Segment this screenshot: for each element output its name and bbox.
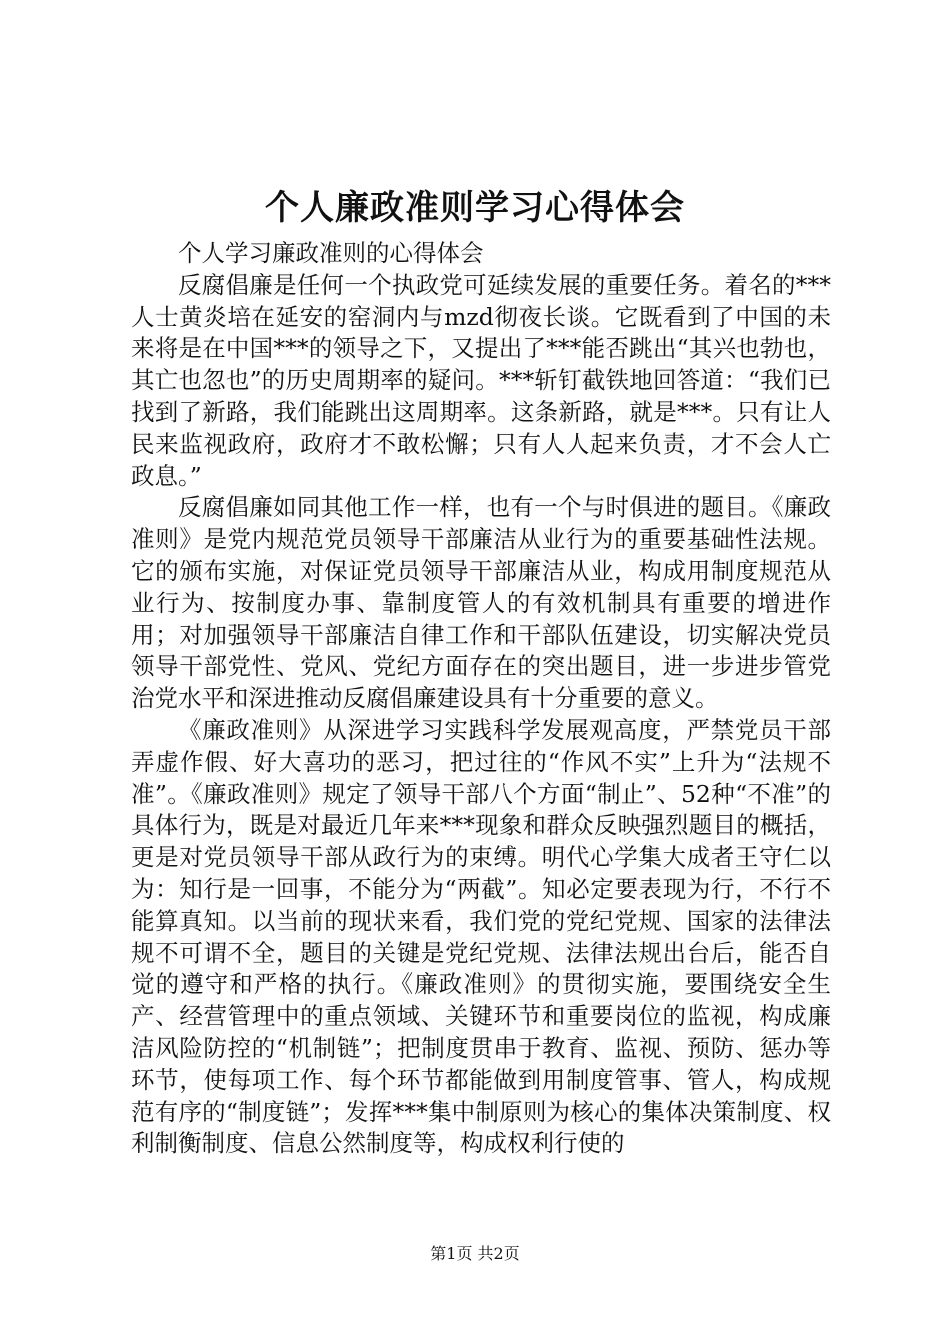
document-title: 个人廉政准则学习心得体会 bbox=[265, 188, 685, 228]
paragraph-2: 反腐倡廉如同其他工作一样，也有一个与时俱进的题目。《廉政准则》是党内规范党员领导干部廉洁从业行为的重要基础性法规。它的颁布实施，对保证党员领导干部廉洁从业，构成用制度规范从业行为、按制度办事、靠制度管人的有效机制具有重要的增进作用；对加强领导干部廉洁自律工作和干部队伍建设，切实解决党员领导干部党性、党风、党纪方面存在的突出题目，进一步进步管党治党水平和深进推动反腐倡廉建设具有十分重要的意义。 bbox=[131, 493, 831, 713]
page-number-footer: 第1页 共2页 bbox=[430, 1244, 520, 1263]
paragraph-3: 《廉政准则》从深进学习实践科学发展观高度，严禁党员干部弄虚作假、好大喜功的恶习，把过往的“作风不实”上升为“法规不准”。《廉政准则》规定了领导干部八个方面“制止”、52种“不准”的具体行为，既是对最近几年来***现象和群众反映强烈题目的概括，更是对党员领导干部从政行为的束缚。明代心学集大成者王守仁以为：知行是一回事，不能分为“两截”。知必定要表现为行，不行不能算真知。以当前的现状来看，我们党的党纪党规、国家的法律法规不可谓不全，题目的关键是党纪党规、法律法规出台后，能否自觉的遵守和严格的执行。《廉政准则》的贯彻实施，要围绕安全生产、经营管理中的重点领域、关键环节和重要岗位的监视，构成廉洁风险防控的“机制链”；把制度贯串于教育、监视、预防、惩办等环节，使每项工作、每个环节都能做到用制度管事、管人，构成规范有序的“制度链”；发挥***集中制原则为核心的集体决策制度、权利制衡制度、信息公然制度等，构成权利行使的 bbox=[131, 715, 831, 1158]
document-body bbox=[131, 238, 831, 1160]
paragraph-1: 反腐倡廉是任何一个执政党可延续发展的重要任务。着名的***人士黄炎培在延安的窑洞内与mzd彻夜长谈。它既看到了中国的未来将是在中国***的领导之下，又提出了***能否跳出“其兴也勃也，其亡也忽也”的历史周期率的疑问。***斩钉截铁地回答道：“我们已找到了新路，我们能跳出这周期率。这条新路，就是***。只有让人民来监视政府，政府才不敢松懈；只有人人起来负责，才不会人亡政息。” bbox=[131, 270, 831, 490]
subtitle-line: 个人学习廉政准则的心得体会 bbox=[178, 239, 484, 267]
